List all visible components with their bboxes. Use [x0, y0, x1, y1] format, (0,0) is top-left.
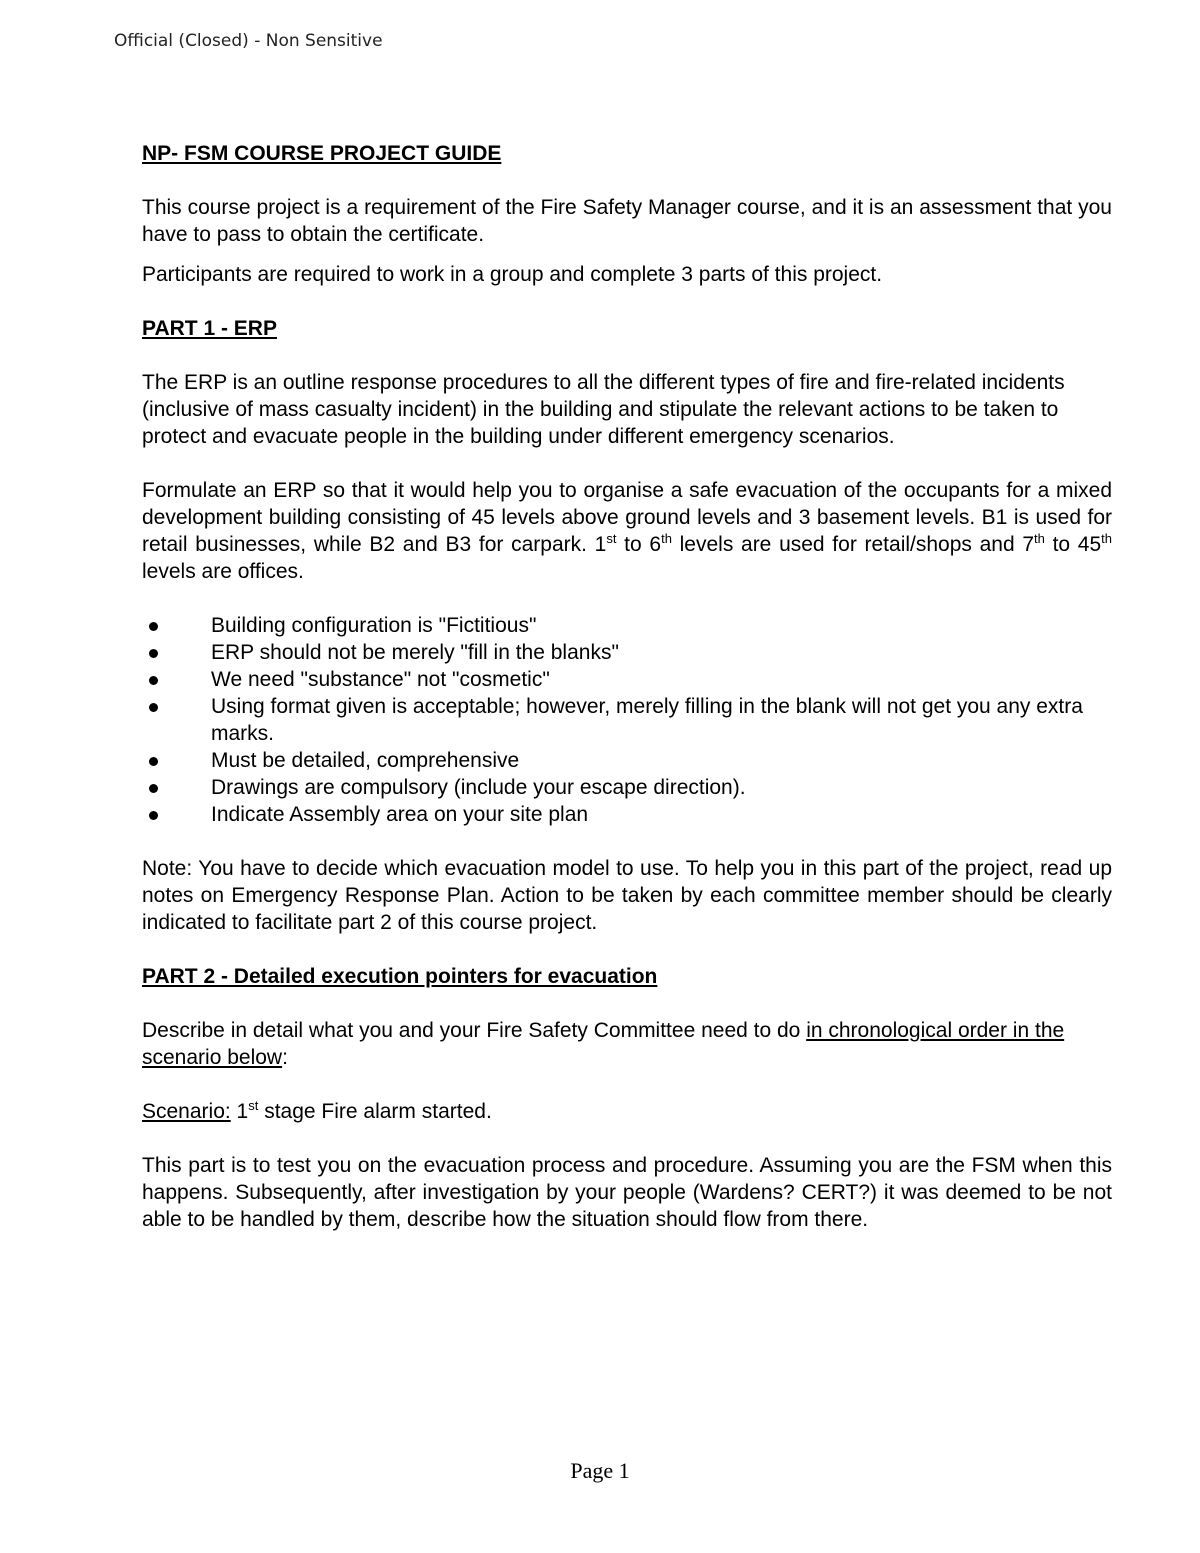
part2-describe-paragraph	[142, 1017, 1112, 1071]
list-item	[142, 612, 1112, 639]
superscript: st	[248, 1098, 259, 1113]
superscript: th	[661, 531, 672, 546]
list-item-text: Must be detailed, comprehensive	[211, 749, 520, 772]
text-run: to 6	[616, 533, 662, 556]
intro-requirement: Participants are required to work in a group and complete 3 parts of this project.	[142, 263, 883, 286]
list-item	[142, 639, 1112, 666]
list-item	[142, 666, 1112, 693]
underlined-text: in chronological order in the scenario below	[142, 1019, 1065, 1069]
part2-evacuation-paragraph: This part is to test you on the evacuation process and procedure. Assuming you are the FSM when this happens. Subsequently, after investigation by your people (Wardens? CERT?) it was deemed to be not able to be handled by them, describe how the situation should flow from there.	[142, 1154, 1112, 1231]
list-item-text: Using format given is acceptable; however, merely filling in the blank will not get you any extra marks.	[211, 695, 1083, 745]
list-item-text: Building configuration is "Fictitious"	[211, 614, 537, 637]
scenario-label: Scenario:	[142, 1100, 231, 1123]
intro-paragraph: This course project is a requirement of the Fire Safety Manager course, and it is an assessment that you have to pass to obtain the certificate.	[142, 196, 1112, 246]
list-item-text: We need "substance" not "cosmetic"	[211, 668, 550, 691]
document-body	[142, 140, 1112, 1233]
text-run: stage Fire alarm started.	[258, 1100, 492, 1123]
list-item	[142, 693, 1112, 747]
list-item	[142, 801, 1112, 828]
document-title: NP- FSM COURSE PROJECT GUIDE	[142, 142, 502, 165]
part2-scenario	[142, 1098, 1112, 1125]
part1-erp-description: The ERP is an outline response procedures to all the different types of fire and fire-related incidents (inclusive of mass casualty incident) in the building and stipulate the relevant actions to be taken to protect and evacuate people in the building under different emergency scenarios.	[142, 371, 1065, 448]
part1-bullet-list	[142, 612, 1112, 828]
part1-formulate-paragraph	[142, 477, 1112, 585]
bullet-icon	[149, 757, 158, 766]
bullet-icon	[149, 811, 158, 820]
text-run: Describe in detail what you and your Fire Safety Committee need to do	[142, 1019, 807, 1042]
bullet-icon	[149, 622, 158, 631]
list-item	[142, 747, 1112, 774]
list-item	[142, 774, 1112, 801]
bullet-icon	[149, 676, 158, 685]
text-run: Formulate an ERP so that it would help you to organise a safe evacuation of the occupants for a mixed development building consisting of 45 levels above ground levels and 3 basement levels. B1 is used for retail businesses, while B2 and B3 for carpark. 1	[142, 479, 1112, 556]
text-run: 1	[230, 1100, 249, 1123]
classification-label: Official (Closed) - Non Sensitive	[114, 31, 383, 51]
page-number: Page 1	[570, 1458, 630, 1483]
superscript: th	[1034, 531, 1045, 546]
superscript: th	[1101, 531, 1112, 546]
part2-heading: PART 2 - Detailed execution pointers for evacuation	[142, 965, 658, 988]
text-run: to 45	[1044, 533, 1102, 556]
part1-heading: PART 1 - ERP	[142, 317, 277, 340]
bullet-icon	[149, 649, 158, 658]
part1-note: Note: You have to decide which evacuation model to use. To help you in this part of the project, read up notes on Emergency Response Plan. Action to be taken by each committee member should be clearly indicated to facilitate part 2 of this course project.	[142, 857, 1112, 934]
bullet-icon	[149, 784, 158, 793]
list-item-text: Drawings are compulsory (include your escape direction).	[211, 776, 746, 799]
text-run: levels are used for retail/shops and 7	[671, 533, 1035, 556]
bullet-icon	[149, 703, 158, 712]
superscript: st	[606, 531, 617, 546]
list-item-text: ERP should not be merely "fill in the blanks"	[211, 641, 619, 664]
text-run: levels are offices.	[142, 560, 304, 583]
text-run: :	[282, 1046, 288, 1069]
list-item-text: Indicate Assembly area on your site plan	[211, 803, 589, 826]
